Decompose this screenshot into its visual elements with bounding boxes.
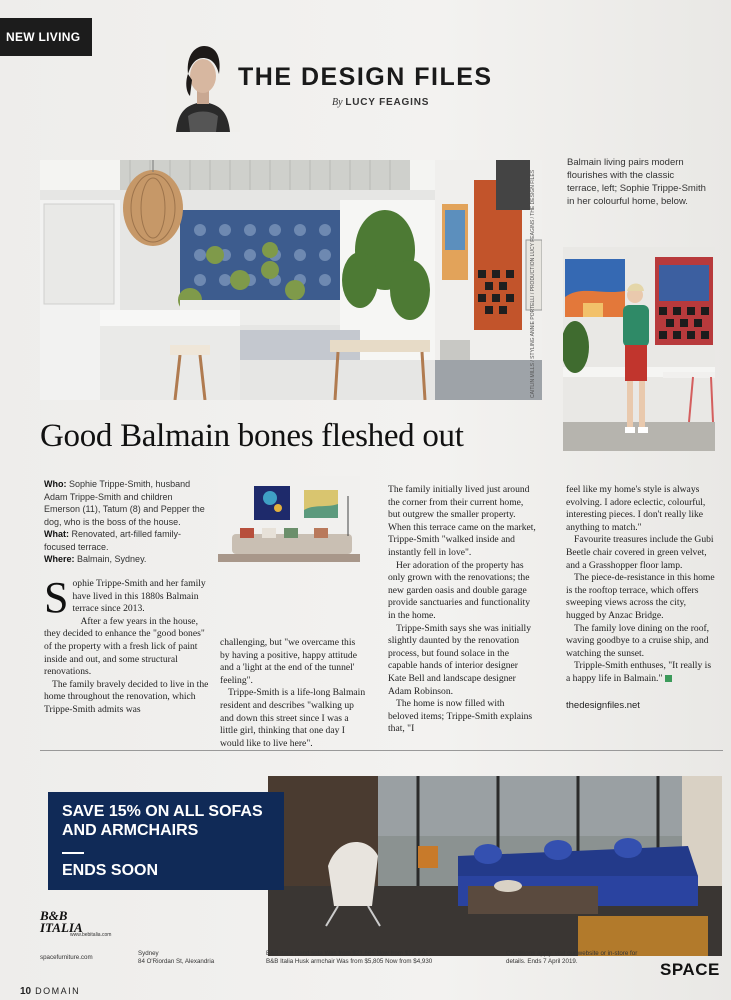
paragraph: The home is now filled with beloved items; Trippe-Smith explains that, "I <box>388 698 533 735</box>
paragraph: Her adoration of the property has only grown with the renovations; the new garden oasis and double garage provide sanctuaries and functionality in the home. <box>388 559 530 621</box>
article-column-4 <box>566 484 716 686</box>
store-location <box>138 950 248 966</box>
fact-who-text: Sophie Trippe-Smith, husband Adam Trippe-Smith and children Emerson (11), Tatum (8) and Pepper the dog, who is the boss of the house. <box>44 479 205 527</box>
website-link[interactable]: thedesignfiles.net <box>566 700 640 711</box>
paragraph: Trippe-Smith says she was initially slightly daunted by the renovation process, but found solace in the capable hands of interior designer Kate Bell and landscape designer Adam Robinson. <box>388 622 532 697</box>
photo-caption: Balmain living pairs modern flourishes with the classic terrace, left; Sophie Trippe-Smith in her colourful home, below. <box>567 157 706 207</box>
paragraph: challenging, but "we overcame this by having a positive, happy attitude and a 'light at the end of the tunnel' feeling". <box>220 637 357 686</box>
bb-italia-url[interactable]: www.bebitalia.com <box>70 932 112 938</box>
ad-rule <box>62 852 84 854</box>
article-column-2 <box>220 637 366 750</box>
publication-name: DOMAIN <box>35 986 81 996</box>
bb-logo-line-2: ITALIA <box>40 920 83 935</box>
ad-headline: SAVE 15% ON ALL SOFAS AND ARMCHAIRS <box>62 803 263 839</box>
fact-where <box>44 553 210 566</box>
fact-what <box>44 528 210 553</box>
article-headline: Good Balmain bones fleshed out <box>40 418 464 454</box>
fact-who <box>44 478 210 528</box>
fact-what-text: Renovated, art-filled family-focused terrace. <box>44 529 182 552</box>
paragraph <box>44 573 212 622</box>
author-name: LUCY FEAGINS <box>345 97 430 108</box>
store-url[interactable]: spacefurniture.com <box>40 954 93 961</box>
paragraph: After a few years in the house, they decided to enhance the "good bones" of the property with a fresh lick of paint inside and out, and some structural renovations. <box>44 615 205 678</box>
fact-who-label: Who: <box>44 479 67 489</box>
section-tag: NEW LIVING <box>0 18 92 56</box>
product-prices <box>266 950 506 966</box>
fact-what-label: What: <box>44 529 69 539</box>
advertisement <box>40 762 723 979</box>
drop-cap: S <box>44 573 69 622</box>
author-portrait <box>166 40 240 132</box>
product-price-1: B&B Italia Bend sofa Was from $21,665 Now from $18,405 <box>266 950 428 957</box>
photo-credit: CAITLIN MILLS / STYLING ANNIE PORTELLI / PRODUCTION LUCY FEAGINS / THE DESIGN FILES <box>530 169 536 398</box>
fact-box <box>44 478 210 566</box>
ad-subhead: ENDS SOON <box>62 862 159 879</box>
fact-where-label: Where: <box>44 554 75 564</box>
column-title: THE DESIGN FILES <box>238 63 493 91</box>
space-logo: SPACE <box>660 960 720 979</box>
paragraph: Favourite treasures include the Gubi Beetle chair covered in green velvet, and a Grasshopper floor lamp. <box>566 534 714 571</box>
divider <box>40 750 723 751</box>
inset-photo-lounge <box>218 476 360 562</box>
paragraph: The family love dining on the roof, waving goodbye to a cruise ship, and watching the sunset. <box>566 622 710 659</box>
paragraph <box>566 660 716 685</box>
page-folio <box>20 986 80 997</box>
byline-prefix: By <box>332 97 343 108</box>
bb-italia-logo <box>40 910 83 934</box>
paragraph: Trippe-Smith is a life-long Balmain resident and describes "walking up and down this street since I was a little girl, thinking that one day I would like to live here". <box>220 687 366 749</box>
ad-promo-box <box>48 792 284 890</box>
bb-logo-line-1: B&B <box>40 908 68 923</box>
side-photo-portrait <box>563 247 715 451</box>
fact-where-text: Balmain, Sydney. <box>77 554 147 564</box>
store-city: Sydney <box>138 950 159 957</box>
ad-conditions: Conditions apply, visit our website or in-store for details. Ends 7 April 2019. <box>506 950 638 965</box>
paragraph-text: Tripple-Smith enthuses, "It really is a happy life in Balmain." <box>566 660 712 684</box>
paragraph: The piece-de-resistance in this home is the rooftop terrace, which offers sweeping views across the city, hugged by Anzac Bridge. <box>566 572 715 621</box>
end-mark-icon <box>665 675 672 682</box>
byline <box>332 97 429 108</box>
paragraph: The family initially lived just around the corner from their current home, but outgrew the smaller property. When this terrace came on the market, Trippe-Smith "walked inside and instantly fell in love". <box>388 484 536 558</box>
article-column-3 <box>388 484 536 736</box>
hero-photo-living-room <box>40 160 542 400</box>
article-column-1 <box>44 573 212 717</box>
paragraph: The family bravely decided to live in the home throughout the renovation, which Trippe-Smith admits was <box>44 678 209 715</box>
store-address: 84 O'Riordan St, Alexandria <box>138 958 215 965</box>
product-price-2: B&B Italia Husk armchair Was from $5,805 Now from $4,930 <box>266 958 433 965</box>
page-number: 10 <box>20 986 32 997</box>
paragraph-text: ophie Trippe-Smith and her family have lived in this 1880s Balmain terrace since 2013. <box>72 578 206 615</box>
paragraph: feel like my home's style is always evolving. I adore eclectic, colourful, interesting pieces. I don't really like anything to match." <box>566 484 706 533</box>
ad-photo-living-room <box>268 776 722 956</box>
